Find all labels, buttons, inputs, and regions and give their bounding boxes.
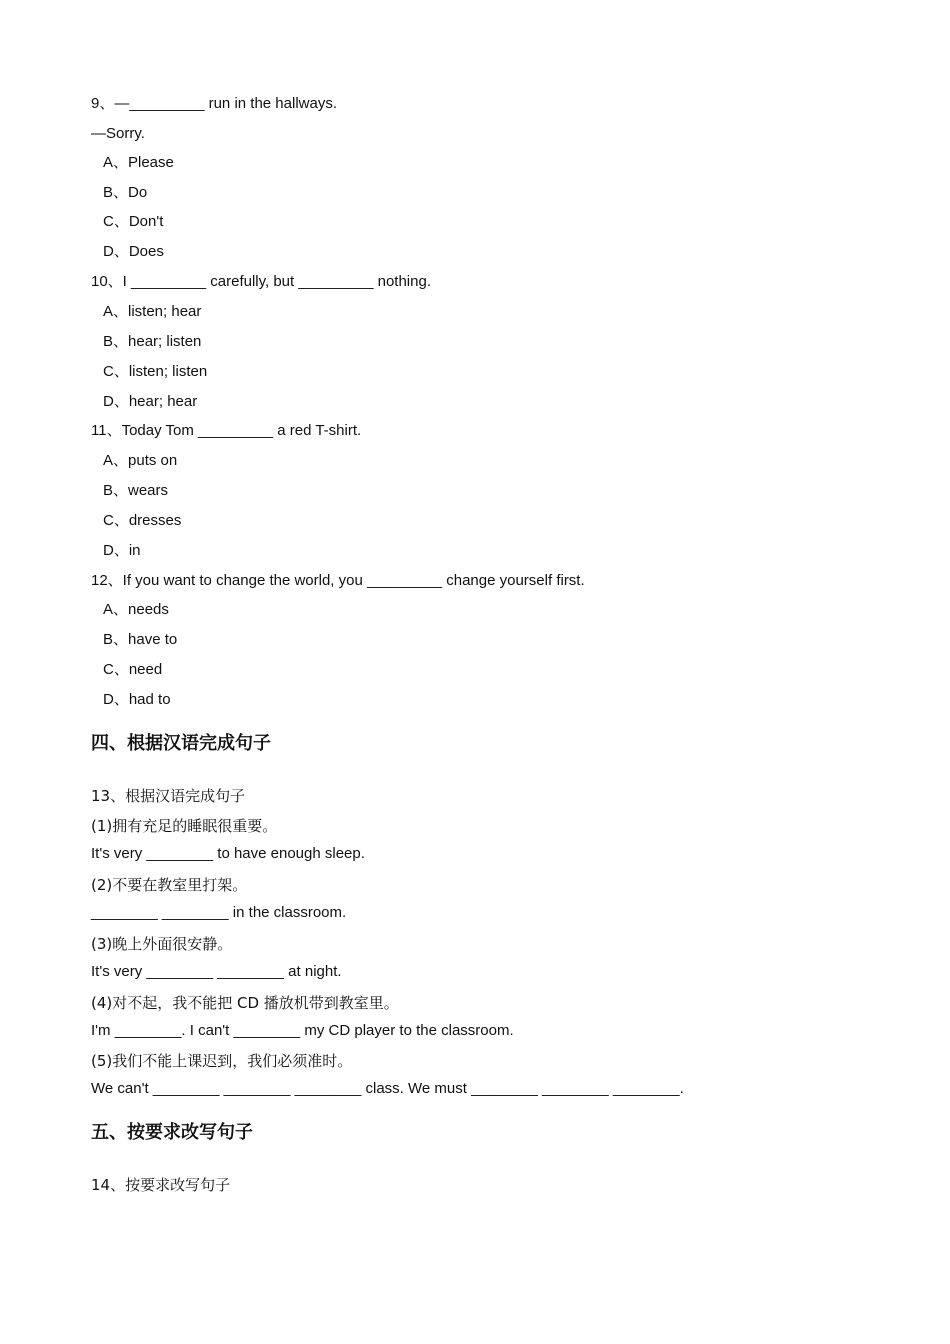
question-11-option-a: A、puts on — [103, 452, 178, 469]
question-10-option-a: A、listen; hear — [103, 303, 202, 320]
question-12-option-d: D、had to — [103, 691, 171, 708]
question-9-reply: —Sorry. — [91, 125, 145, 142]
q13-item-3-chinese: (3)晚上外面很安静。 — [91, 935, 233, 953]
question-9-option-a: A、Please — [103, 154, 174, 171]
question-12-option-a: A、needs — [103, 601, 169, 618]
q13-item-2-chinese: (2)不要在教室里打架。 — [91, 876, 248, 894]
q13-item-5-chinese: (5)我们不能上课迟到，我们必须准时。 — [91, 1052, 353, 1070]
question-13-stem: 13、根据汉语完成句子 — [91, 787, 246, 805]
question-12-option-c: C、need — [103, 661, 163, 678]
q13-item-1-english: It's very ________ to have enough sleep. — [91, 845, 365, 862]
question-11-option-c: C、dresses — [103, 512, 182, 529]
question-10-option-d: D、hear; hear — [103, 393, 198, 410]
question-9-option-c: C、Don't — [103, 213, 164, 230]
q13-item-5-english: We can't ________ ________ ________ class. We must ________ ________ ________. — [91, 1080, 684, 1097]
question-11-stem: 11、Today Tom _________ a red T-shirt. — [91, 422, 362, 439]
q13-item-4-english: I'm ________. I can't ________ my CD player to the classroom. — [91, 1022, 514, 1039]
section-5-heading: 五、按要求改写句子 — [91, 1122, 253, 1143]
q13-item-4-chinese: (4)对不起，我不能把 CD 播放机带到教室里。 — [91, 994, 399, 1012]
question-10-option-b: B、hear; listen — [103, 333, 202, 350]
section-4-heading: 四、根据汉语完成句子 — [91, 733, 271, 754]
question-10-option-c: C、listen; listen — [103, 363, 208, 380]
question-14-stem: 14、按要求改写句子 — [91, 1176, 231, 1194]
question-9-option-d: D、Does — [103, 243, 164, 260]
question-9-option-b: B、Do — [103, 184, 148, 201]
question-9-stem: 9、—_________ run in the hallways. — [91, 95, 337, 112]
q13-item-1-chinese: (1)拥有充足的睡眠很重要。 — [91, 817, 278, 835]
question-11-option-b: B、wears — [103, 482, 169, 499]
q13-item-3-english: It's very ________ ________ at night. — [91, 963, 342, 980]
q13-item-2-english: ________ ________ in the classroom. — [91, 904, 347, 921]
question-12-stem: 12、If you want to change the world, you _________ change yourself first. — [91, 572, 585, 589]
question-11-option-d: D、in — [103, 542, 141, 559]
question-10-stem: 10、I _________ carefully, but _________ nothing. — [91, 273, 431, 290]
question-12-option-b: B、have to — [103, 631, 178, 648]
